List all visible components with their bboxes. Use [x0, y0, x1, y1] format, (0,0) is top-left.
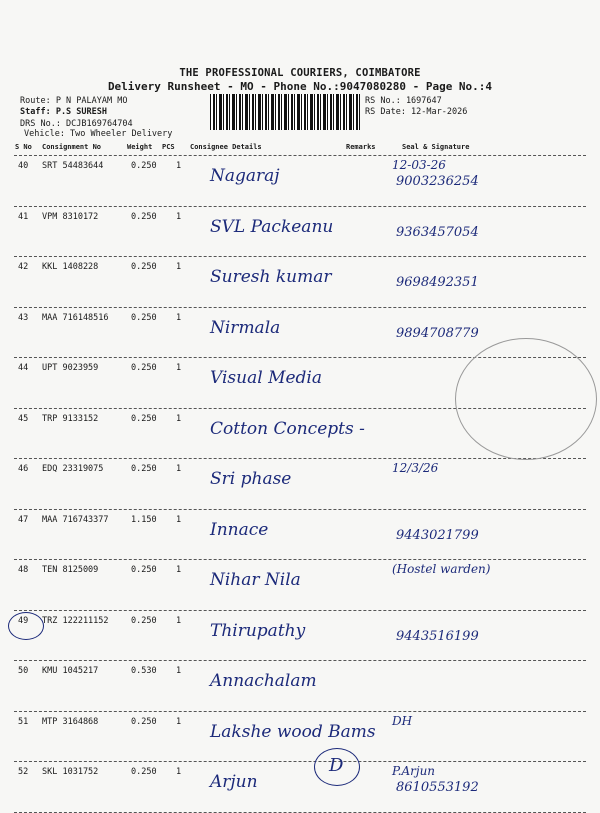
weight-cell: 0.250 — [131, 161, 157, 171]
consignee-handwriting: Suresh kumar — [210, 267, 332, 287]
consignee-handwriting: Annachalam — [210, 671, 317, 691]
consignment-cell: MAA 716148516 — [42, 312, 109, 323]
drs-number: DRS No.: DCJB169764704 — [20, 119, 133, 129]
consignment-cell: TRP 9133152 — [42, 413, 99, 424]
pcs-cell: 1 — [176, 262, 182, 272]
barcode — [210, 94, 360, 130]
sno-cell: 44 — [18, 363, 29, 373]
runsheet-title: Delivery Runsheet - MO - Phone No.:9047080280 - Page No.:4 — [107, 80, 493, 93]
pcs-cell: 1 — [176, 312, 182, 323]
rs-date: RS Date: 12-Mar-2026 — [365, 107, 468, 117]
sno-cell: 46 — [18, 464, 29, 474]
consignment-cell: TRZ 122211152 — [42, 615, 109, 626]
consignment-cell: SKL 1031752 — [42, 767, 99, 777]
footer-mark: D — [329, 755, 344, 776]
table-row — [0, 207, 600, 257]
weight-cell: 0.250 — [131, 716, 157, 727]
table-row — [0, 257, 600, 307]
sno-cell: 42 — [18, 262, 29, 272]
signature-handwriting: 12/3/26 — [392, 461, 439, 475]
consignee-handwriting: Nihar Nila — [210, 570, 301, 590]
sno-cell: 52 — [18, 767, 29, 777]
table-row — [0, 661, 600, 711]
weight-cell: 0.250 — [131, 262, 157, 272]
col-seal: Seal & Signature — [402, 143, 470, 151]
consignee-handwriting: Nirmala — [210, 317, 281, 338]
table-row — [0, 762, 600, 812]
col-remarks: Remarks — [346, 143, 376, 151]
sno-cell: 47 — [18, 514, 29, 525]
phone-handwriting: 8610553192 — [396, 780, 479, 795]
route-label: Route: P N PALAYAM MO — [20, 96, 128, 106]
consignment-cell: KMU 1045217 — [42, 666, 99, 676]
consignment-cell: KKL 1408228 — [42, 262, 99, 272]
col-weight: Weight — [127, 143, 153, 151]
pcs-cell: 1 — [176, 716, 182, 727]
pcs-cell: 1 — [176, 767, 182, 777]
pcs-cell: 1 — [176, 615, 182, 626]
company-title: THE PROFESSIONAL COURIERS, COIMBATORE — [179, 67, 421, 79]
signature-handwriting: P.Arjun — [392, 764, 436, 778]
phone-handwriting: 9894708779 — [396, 325, 479, 341]
consignee-handwriting: Lakshe wood Bams — [210, 721, 376, 742]
consignee-handwriting: Cotton Concepts - — [210, 418, 365, 439]
col-consignee: Consignee Details — [190, 143, 262, 151]
consignee-handwriting: Thirupathy — [210, 620, 306, 641]
phone-handwriting: 9443021799 — [396, 527, 479, 543]
consignment-cell: SRT 54483644 — [42, 161, 104, 171]
vehicle-label: Vehicle: Two Wheeler Delivery — [24, 129, 173, 139]
consignee-handwriting: Innace — [210, 519, 269, 540]
sno-cell: 45 — [18, 413, 29, 424]
pcs-cell: 1 — [176, 363, 182, 373]
weight-cell: 0.250 — [131, 312, 157, 323]
sno-cell: 50 — [18, 666, 29, 676]
weight-cell: 1.150 — [131, 514, 157, 525]
pcs-cell: 1 — [176, 211, 182, 222]
row-rule — [14, 812, 586, 813]
weight-cell: 0.250 — [131, 464, 157, 474]
consignee-handwriting: Visual Media — [210, 368, 322, 388]
round-stamp — [455, 338, 597, 460]
consignment-cell: VPM 8310172 — [42, 211, 99, 222]
signature-handwriting: DH — [392, 713, 413, 728]
weight-cell: 0.250 — [131, 211, 157, 222]
pcs-cell: 1 — [176, 161, 182, 171]
table-row — [0, 712, 600, 762]
sno-cell: 51 — [18, 716, 29, 727]
col-consignment: Consignment No — [42, 143, 102, 151]
signature-handwriting: 12-03-26 — [392, 158, 446, 172]
sno-cell: 49 — [18, 615, 29, 626]
consignment-cell: MTP 3164868 — [42, 716, 99, 727]
rs-number: RS No.: 1697647 — [365, 96, 442, 106]
staff-label: Staff: P.S SURESH — [20, 107, 107, 117]
weight-cell: 0.250 — [131, 565, 157, 575]
pcs-cell: 1 — [176, 413, 182, 424]
pcs-cell: 1 — [176, 514, 182, 525]
sno-cell: 48 — [18, 565, 29, 575]
phone-handwriting: 9698492351 — [396, 275, 479, 290]
consignee-handwriting: Arjun — [210, 772, 258, 792]
table-row — [0, 611, 600, 661]
phone-handwriting: 9443516199 — [396, 628, 479, 644]
consignee-handwriting: SVL Packeanu — [210, 216, 334, 237]
weight-cell: 0.250 — [131, 413, 157, 424]
col-pcs: PCS — [162, 143, 175, 151]
consignment-cell: MAA 716743377 — [42, 514, 109, 525]
weight-cell: 0.530 — [131, 666, 157, 676]
consignment-cell: UPT 9023959 — [42, 363, 99, 373]
table-row — [0, 459, 600, 509]
sno-cell: 41 — [18, 211, 29, 222]
consignment-cell: EDQ 23319075 — [42, 464, 104, 474]
phone-handwriting: 9003236254 — [396, 174, 479, 189]
weight-cell: 0.250 — [131, 767, 157, 777]
col-sno: S No — [15, 143, 32, 151]
weight-cell: 0.250 — [131, 363, 157, 373]
consignment-cell: TEN 8125009 — [42, 565, 99, 575]
table-row — [0, 156, 600, 206]
pcs-cell: 1 — [176, 666, 182, 676]
weight-cell: 0.250 — [131, 615, 157, 626]
sno-cell: 40 — [18, 161, 29, 171]
row-51-circle-mark — [8, 612, 44, 640]
consignee-handwriting: Nagaraj — [210, 166, 280, 186]
consignee-handwriting: Sri phase — [210, 469, 292, 489]
phone-handwriting: 9363457054 — [396, 224, 479, 240]
pcs-cell: 1 — [176, 464, 182, 474]
signature-handwriting: (Hostel warden) — [392, 562, 491, 576]
table-row — [0, 510, 600, 560]
pcs-cell: 1 — [176, 565, 182, 575]
sno-cell: 43 — [18, 312, 29, 323]
column-headers — [0, 143, 600, 155]
footer-circle-mark — [314, 748, 360, 786]
table-row — [0, 560, 600, 610]
